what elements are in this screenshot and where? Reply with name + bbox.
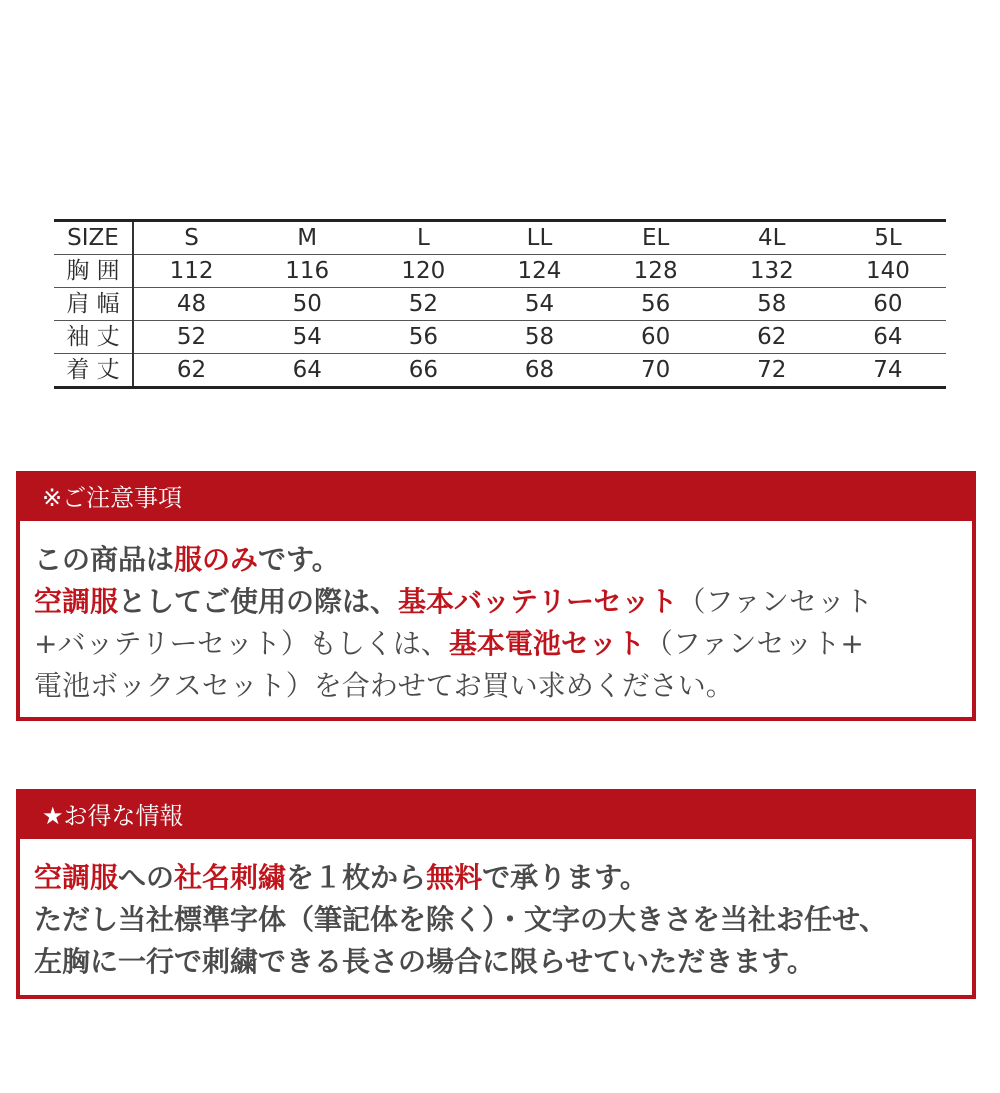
- caution-line-1: [34, 539, 972, 581]
- size-header-label: SIZE: [54, 221, 133, 255]
- row-label-chest: 胸 囲: [54, 255, 133, 288]
- size-header-l: L: [365, 221, 481, 255]
- table-cell: 60: [830, 288, 946, 321]
- table-cell: 48: [133, 288, 249, 321]
- table-cell: 128: [598, 255, 714, 288]
- table-row-length: [54, 354, 946, 388]
- highlight-kuchofuku: 空調服: [34, 585, 119, 618]
- size-header-4l: 4L: [714, 221, 830, 255]
- text-segment: で承ります。: [482, 861, 648, 894]
- table-cell: 74: [830, 354, 946, 388]
- highlight-battery-set: 基本バッテリーセット: [398, 585, 678, 618]
- table-cell: 54: [249, 321, 365, 354]
- table-cell: 58: [714, 288, 830, 321]
- caution-body: [20, 521, 972, 707]
- info-line-3: 左胸に一行で刺繍できる長さの場合に限らせていただきます。: [34, 945, 815, 978]
- table-row-shoulder: [54, 288, 946, 321]
- table-cell: 140: [830, 255, 946, 288]
- size-header-row: [54, 221, 946, 255]
- text-segment: を１枚から: [286, 861, 427, 894]
- table-cell: 52: [365, 288, 481, 321]
- table-cell: 120: [365, 255, 481, 288]
- info-title: ★お得な情報: [20, 793, 972, 839]
- size-header-s: S: [133, 221, 249, 255]
- caution-notice: [16, 471, 976, 721]
- table-cell: 58: [481, 321, 597, 354]
- caution-title: ※ご注意事項: [20, 475, 972, 521]
- table-cell: 64: [249, 354, 365, 388]
- table-cell: 60: [598, 321, 714, 354]
- highlight-kuchofuku: 空調服: [34, 861, 119, 894]
- table-cell: 64: [830, 321, 946, 354]
- table-cell: 116: [249, 255, 365, 288]
- caution-line-3: [34, 623, 972, 665]
- text-segment: （ファンセット+: [644, 627, 864, 660]
- table-cell: 54: [481, 288, 597, 321]
- highlight-clothes-only: 服のみ: [174, 543, 259, 576]
- table-cell: 68: [481, 354, 597, 388]
- text-segment: +バッテリーセット）もしくは、: [34, 627, 449, 660]
- size-header-el: EL: [598, 221, 714, 255]
- table-cell: 56: [365, 321, 481, 354]
- table-cell: 132: [714, 255, 830, 288]
- size-header-5l: 5L: [830, 221, 946, 255]
- caution-line-2: [34, 581, 972, 623]
- size-table: [54, 219, 946, 389]
- row-label-shoulder: 肩 幅: [54, 288, 133, 321]
- table-cell: 50: [249, 288, 365, 321]
- info-line-2: ただし当社標準字体（筆記体を除く）・文字の大きさを当社お任せ、: [34, 903, 888, 936]
- table-cell: 72: [714, 354, 830, 388]
- text-segment: （ファンセット: [677, 585, 873, 618]
- table-cell: 56: [598, 288, 714, 321]
- table-cell: 112: [133, 255, 249, 288]
- text-segment: への: [118, 861, 175, 894]
- info-notice: [16, 789, 976, 999]
- text-segment: としてご使用の際は、: [118, 585, 399, 618]
- row-label-sleeve: 袖 丈: [54, 321, 133, 354]
- table-row-sleeve: [54, 321, 946, 354]
- table-row-chest: [54, 255, 946, 288]
- table-cell: 52: [133, 321, 249, 354]
- table-cell: 124: [481, 255, 597, 288]
- size-header-m: M: [249, 221, 365, 255]
- table-cell: 66: [365, 354, 481, 388]
- table-cell: 70: [598, 354, 714, 388]
- table-cell: 62: [714, 321, 830, 354]
- caution-line-4: 電池ボックスセット）を合わせてお買い求めください。: [34, 669, 734, 702]
- text-segment: です。: [258, 543, 340, 576]
- info-line-1: [34, 857, 972, 899]
- row-label-length: 着 丈: [54, 354, 133, 388]
- size-header-ll: LL: [481, 221, 597, 255]
- highlight-company-embroidery: 社名刺繍: [174, 861, 287, 894]
- text-segment: この商品は: [34, 543, 175, 576]
- highlight-dry-cell-set: 基本電池セット: [448, 627, 645, 660]
- info-body: [20, 839, 972, 983]
- table-cell: 62: [133, 354, 249, 388]
- highlight-free: 無料: [426, 861, 483, 894]
